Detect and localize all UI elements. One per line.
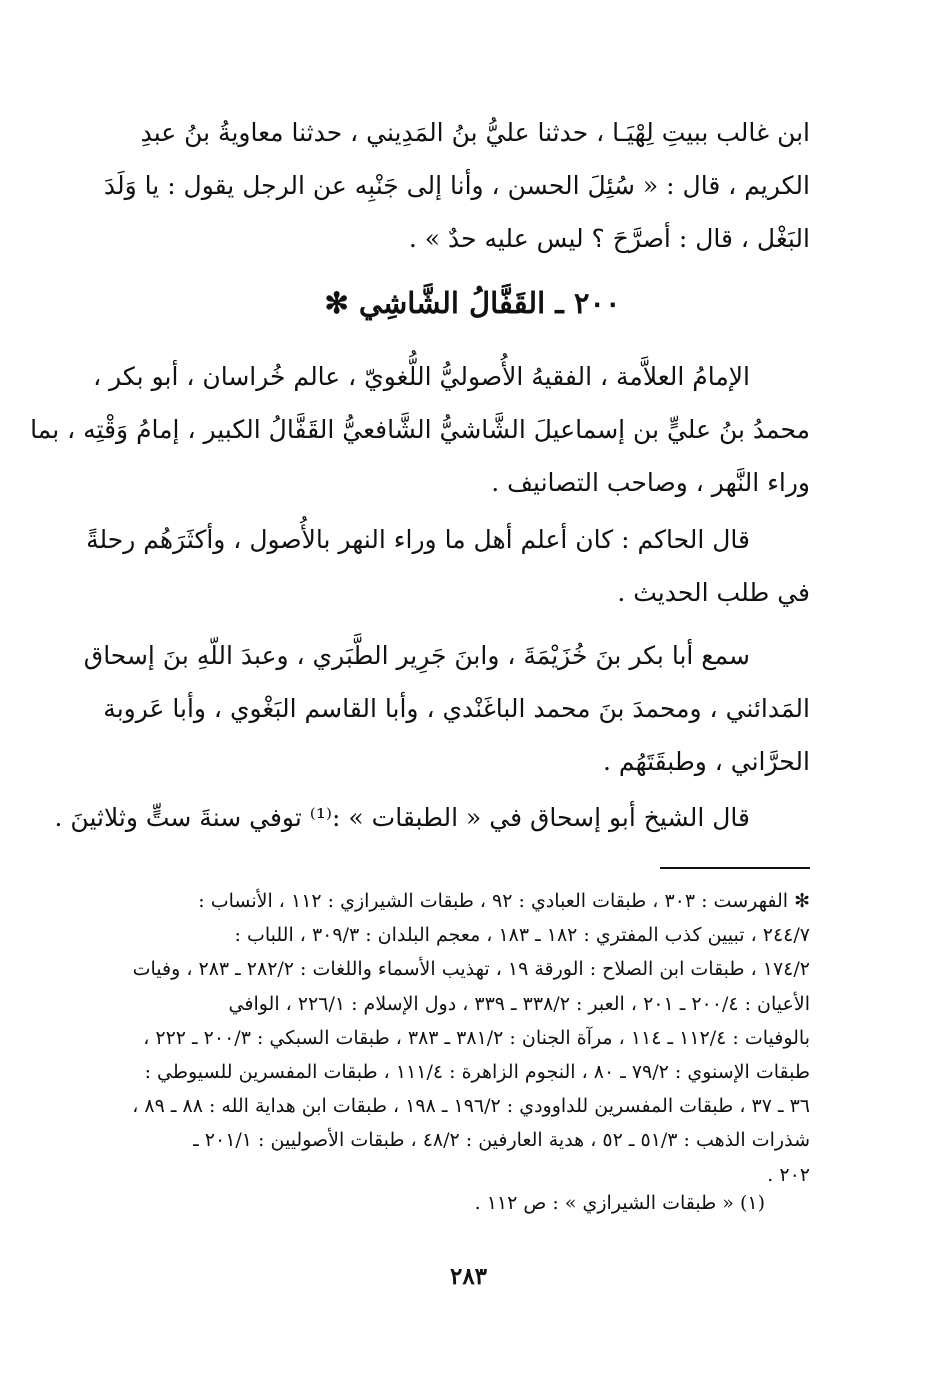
footnote-line: الأعيان : ٢٠٠/٤ ـ ٢٠١ ، العبر : ٣٣٨/٢ ـ ٣٣٩ ، دول الإسلام : ٢٢٦/١ ، الوافي [228,992,810,1015]
text-line: وراء النَّهر ، وصاحب التصانيف . [491,468,810,497]
biography-paragraph [30,350,810,509]
text-line: الإمامُ العلاَّمة ، الفقيهُ الأُصوليُّ اللُّغويّ ، عالم خُراسان ، أبو بكر ، [93,362,750,391]
text-line: قال الحاكم : كان أعلم أهل ما وراء النهر بالأُصول ، وأكثَرَهُم رحلةً [86,525,750,554]
text-line: محمدُ بنُ عليٍّ بن إسماعيلَ الشَّاشيُّ الشَّافعيُّ القَفَّالُ الكبير ، إمامُ وَقْتِه ، بما [30,415,810,444]
text-line: الكريم ، قال : « سُئِلَ الحسن ، وأنا إلى جَنْبِه عن الرجل يقول : يا وَلَدَ [103,171,810,200]
text-line: المَدائني ، ومحمدَ بنَ محمد الباغَنْدي ، وأبا القاسم البَغْوي ، وأبا عَروبة [103,694,810,723]
page-number: ٢٨٣ [449,1263,488,1290]
footnote-line: ٣٦ ـ ٣٧ ، طبقات المفسرين للداوودي : ١٩٦/٢ ـ ١٩٨ ، طبقات ابن هداية الله : ٨٨ ـ ٨٩ ، [132,1095,810,1118]
footnote-line: طبقات الإسنوي : ٧٩/٢ ـ ٨٠ ، النجوم الزاهرة : ١١١/٤ ، طبقات المفسرين للسيوطي : [144,1061,810,1084]
footnote-line: ✻ الفهرست : ٣٠٣ ، طبقات العبادي : ٩٢ ، طبقات الشيرازي : ١١٢ ، الأنساب : [198,890,810,912]
hakim-paragraph [86,513,810,619]
text-line: ابن غالب ببيتِ لِهْيَـا ، حدثنا عليُّ بنُ المَدِيني ، حدثنا معاويةُ بنُ عبدِ [140,118,810,147]
text-line: الحرَّاني ، وطبقَتَهُم . [603,747,810,776]
entry-title: ٢٠٠ ـ القَفَّالُ الشَّاشِي ✻ [324,286,621,320]
footnote-line: ٢٠٢ . [767,1163,810,1186]
footnote-line: بالوفيات : ١١٢/٤ ـ ١١٤ ، مرآة الجنان : ٣٨١/٢ ـ ٣٨٣ ، طبقات السبكي : ٢٠٠/٣ ـ ٢٢٢ ، [143,1026,810,1049]
text-line: في طلب الحديث . [617,578,810,607]
intro-paragraph [103,106,810,265]
text-line: البَغْل ، قال : أصرَّحَ ؟ ليس عليه حدٌ » . [408,224,810,253]
footnote-line: شذرات الذهب : ٥١/٣ ـ ٥٢ ، هدية العارفين : ٤٨/٢ ، طبقات الأصوليين : ٢٠١/١ ـ [193,1129,810,1152]
text-line: سمع أبا بكر بنَ خُزَيْمَةَ ، وابنَ جَرِير الطَّبَري ، وعبدَ اللّهِ بنَ إسحاق [83,641,750,670]
text-line: قال الشيخ أبو إسحاق في « الطبقات » :⁽¹⁾ توفي سنةَ ستٍّ وثلاثينَ . [54,803,750,832]
footnote-line: ١٧٤/٢ ، طبقات ابن الصلاح : الورقة ١٩ ، تهذيب الأسماء واللغات : ٢٨٢/٢ ـ ٢٨٣ ، وفيات [132,958,810,981]
teachers-paragraph [83,629,810,788]
footnote-line: ٢٤٤/٧ ، تبيين كذب المفتري : ١٨٢ ـ ١٨٣ ، معجم البلدان : ٣٠٩/٣ ، اللباب : [234,924,810,947]
death-paragraph [54,791,810,844]
sources-footnote [132,884,810,1192]
footnote-1: (١) « طبقات الشيرازي » : ص ١١٢ . [474,1192,765,1214]
footnote-separator [660,867,810,869]
